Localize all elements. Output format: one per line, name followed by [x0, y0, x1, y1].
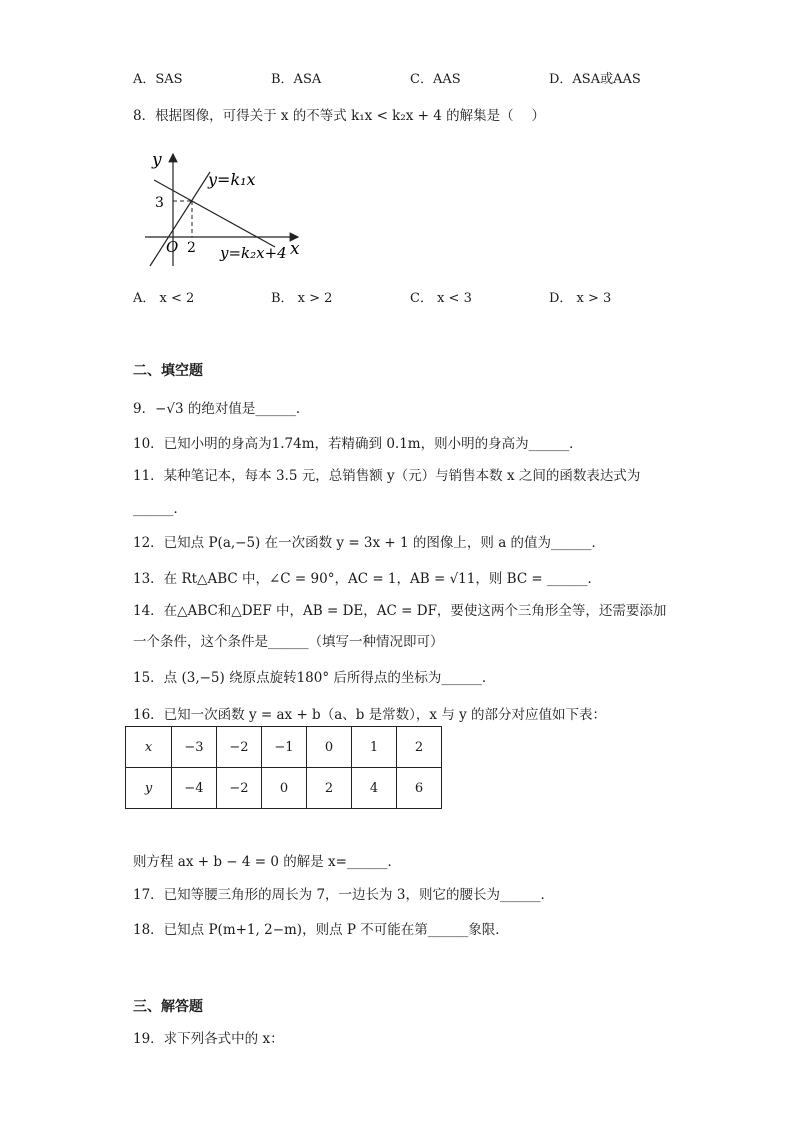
table-cell: −3 — [172, 727, 217, 768]
line-k1 — [150, 172, 210, 266]
q14-line1: 14．在△ABC和△DEF 中，AB = DE，AC = DF，要使这两个三角形全等，还需要添加 — [133, 603, 667, 619]
q12: 12．已知点 P(a,−5) 在一次函数 y = 3x + 1 的图像上，则 a 的值为______． — [133, 535, 606, 551]
q8-option-b: B． x > 2 — [271, 291, 333, 306]
q8-option-d: D． x > 3 — [549, 291, 612, 306]
table-cell: −4 — [172, 768, 217, 809]
origin-label: O — [166, 238, 179, 256]
q9: 9．−√3 的绝对值是______． — [133, 401, 310, 417]
q19: 19．求下列各式中的 x： — [133, 1031, 284, 1047]
x-axis-label: x — [290, 239, 300, 259]
table-cell: 2 — [397, 727, 442, 768]
q16-value-table — [125, 726, 442, 809]
line1-label: y=k₁x — [208, 170, 256, 189]
table-cell: −2 — [217, 727, 262, 768]
table-cell: 0 — [262, 768, 307, 809]
table-cell: −2 — [217, 768, 262, 809]
section-fill-in-title: 二、填空题 — [133, 363, 203, 379]
q11-line2: ______． — [133, 501, 187, 517]
q13: 13．在 Rt△ABC 中，∠C = 90°，AC = 1，AB = √11，则 BC = ______． — [133, 571, 602, 587]
q8-graph — [140, 148, 315, 270]
q16-followup: 则方程 ax + b − 4 = 0 的解是 x=______． — [133, 854, 401, 870]
q7-option-c: C．AAS — [410, 72, 461, 87]
line2-label: y=k₂x+4 — [220, 244, 287, 262]
q8-option-a: A． x < 2 — [133, 291, 195, 306]
table-cell: 0 — [307, 727, 352, 768]
q8-question: 8．根据图像，可得关于 x 的不等式 k₁x < k₂x + 4 的解集是（ ） — [133, 108, 545, 124]
q7-option-d: D．ASA或AAS — [549, 72, 641, 87]
table-cell: 6 — [397, 768, 442, 809]
y-axis-label: y — [152, 150, 162, 170]
q7-option-a: A．SAS — [133, 72, 183, 87]
table-cell: −1 — [262, 727, 307, 768]
table-row-y — [126, 768, 442, 809]
q14-line2: 一个条件，这个条件是______（填写一种情况即可） — [133, 634, 444, 650]
table-cell: 2 — [307, 768, 352, 809]
table-cell: y — [126, 768, 172, 809]
q8-option-c: C． x < 3 — [410, 291, 472, 306]
q10: 10．已知小明的身高为1.74m，若精确到 0.1m，则小明的身高为______． — [133, 436, 583, 452]
table-cell: x — [126, 727, 172, 768]
q17: 17．已知等腰三角形的周长为 7，一边长为 3，则它的腰长为______． — [133, 887, 554, 903]
q18: 18．已知点 P(m+1, 2−m)，则点 P 不可能在第______象限． — [133, 922, 509, 938]
table-cell: 1 — [352, 727, 397, 768]
table-cell: 4 — [352, 768, 397, 809]
table-row-x — [126, 727, 442, 768]
tick-y-3: 3 — [155, 195, 164, 211]
q11-line1: 11．某种笔记本，每本 3.5 元，总销售额 y（元）与销售本数 x 之间的函数表达式为 — [133, 468, 641, 484]
q15: 15．点 (3,−5) 绕原点旋转180° 后所得点的坐标为______． — [133, 670, 496, 686]
q7-option-b: B．ASA — [271, 72, 322, 87]
section-answer-title: 三、解答题 — [133, 999, 203, 1015]
tick-x-2: 2 — [187, 240, 196, 256]
q16: 16．已知一次函数 y = ax + b（a、b 是常数），x 与 y 的部分对应值如下表： — [133, 707, 607, 723]
